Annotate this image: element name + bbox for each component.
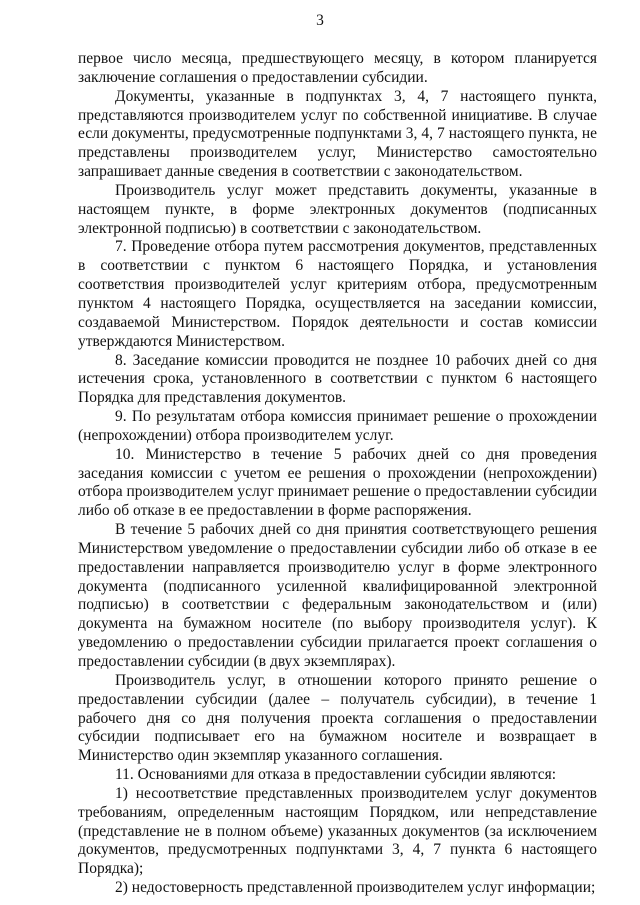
document-body — [78, 50, 597, 898]
paragraph-subitem-2: 2) недостоверность представленной производителем услуг информации; — [115, 879, 596, 897]
paragraph-item-8: 8. Заседание комиссии проводится не позднее 10 рабочих дней со дня истечения срока, установленного в соответствии с пунктом 6 настоящего Порядка для представления документов. — [78, 351, 597, 407]
paragraph-item-7: 7. Проведение отбора путем рассмотрения документов, представленных в соответствии с пунктом 6 настоящего Порядка, и установления соответствия производителей услуг критериям отбора, предусмотренным пунктом 4 настоящего Порядка, осуществляется на заседании комиссии, создаваемой Министерством. Порядок деятельности и состав комиссии утверждаются Министерством. — [78, 238, 597, 350]
paragraph-continuation: первое число месяца, предшествующего месяцу, в котором планируется заключение соглашения о предоставлении субсидии. — [78, 50, 597, 86]
page-number: 3 — [316, 12, 324, 29]
paragraph-item-11: 11. Основаниями для отказа в предоставлении субсидии являются: — [115, 766, 557, 784]
paragraph-item-10: 10. Министерство в течение 5 рабочих дней со дня проведения заседания комиссии с учетом ее решения о прохождении (непрохождении) отбора производителем услуг принимает решение о предоставлении субсидии либо об отказе в ее предоставлении в форме распоряжения. — [78, 445, 597, 520]
paragraph-electronic-documents: Производитель услуг может представить документы, указанные в настоящем пункте, в форме электронных документов (подписанных электронной подписью) в соответствии с законодательством. — [78, 181, 597, 237]
paragraph-subitem-1: 1) несоответствие представленных производителем услуг документов требованиям, определенным настоящим Порядком, или непредставление (представление не в полном объеме) указанных документов (за исключением документов, предусмотренных подпунктами 3, 4, 7 пункта 6 настоящего Порядка); — [78, 784, 597, 878]
paragraph-item-9: 9. По результатам отбора комиссия принимает решение о прохождении (непрохождении) отбора производителем услуг. — [78, 408, 597, 444]
paragraph-documents-initiative: Документы, указанные в подпунктах 3, 4, 7 настоящего пункта, представляются производителем услуг по собственной инициативе. В случае если документы, предусмотренные подпунктами 3, 4, 7 настоящего пункта, не представлены производителем услуг, Министерство самостоятельно запрашивает данные сведения в соответствии с законодательством. — [78, 87, 597, 181]
paragraph-recipient-signing: Производитель услуг, в отношении которого принято решение о предоставлении субсидии (далее – получатель субсидии), в течение 1 рабочего дня со дня получения проекта соглашения о предоставлении субсидии подписывает его на бумажном носителе и возвращает в Министерство один экземпляр указанного соглашения. — [78, 671, 597, 765]
paragraph-notification: В течение 5 рабочих дней со дня принятия соответствующего решения Министерством уведомление о предоставлении субсидии либо об отказе в ее предоставлении направляется производителю услуг в форме электронного документа (подписанного усиленной квалифицированной электронной подписью) в соответствии с федеральным законодательством и (или) документа на бумажном носителе (по выбору производителя услуг). К уведомлению о предоставлении субсидии прилагается проект соглашения о предоставлении субсидии (в двух экземплярах). — [78, 521, 597, 670]
